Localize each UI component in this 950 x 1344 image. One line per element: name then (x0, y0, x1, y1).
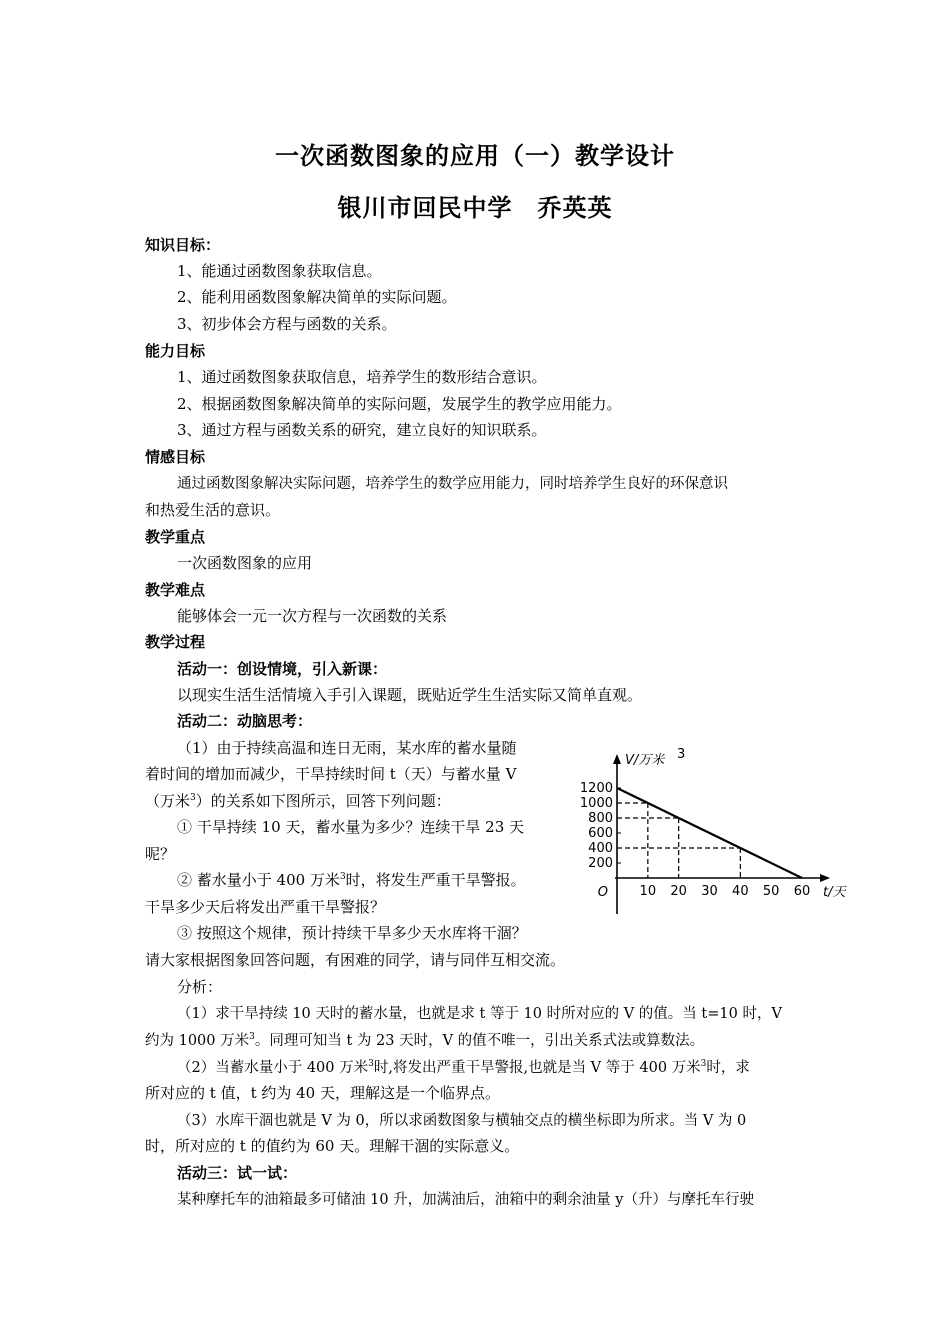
x-axis-label: t/天 (823, 885, 846, 900)
analysis-line: （1）求干旱持续 10 天时的蓄水量，也就是求 t 等于 10 时所对应的 V 的值。当 t=10 时，V (177, 1006, 782, 1022)
y-tick-label: 1200 (579, 781, 613, 796)
y-tick-label: 200 (588, 856, 613, 871)
y-axis-label-superscript: 3 (677, 748, 686, 762)
emotion-heading: 情感目标 (145, 448, 206, 466)
question-text-line: 着时间的增加而减少，干旱持续时间 t（天）与蓄水量 V (145, 765, 517, 783)
analysis-line: 所对应的 t 值，t 约为 40 天，理解这是一个临界点。 (145, 1084, 500, 1102)
activity-three-title: 活动三：试一试： (177, 1164, 298, 1182)
emotion-text-line: 通过函数图象解决实际问题，培养学生的数学应用能力，同时培养学生良好的环保意识 (177, 476, 728, 492)
document-author: 银川市回民中学 乔英英 (337, 194, 613, 222)
x-tick-label: 40 (732, 884, 749, 899)
origin-label: O (597, 885, 608, 900)
emotion-text-line: 和热爱生活的意识。 (145, 501, 281, 519)
knowledge-item: 3、初步体会方程与函数的关系。 (177, 315, 397, 333)
y-tick-label: 400 (588, 841, 613, 856)
key-point-heading: 教学重点 (145, 528, 206, 546)
ability-heading: 能力目标 (145, 342, 206, 360)
y-tick-label: 600 (588, 826, 613, 841)
ability-item: 2、根据函数图象解决简单的实际问题，发展学生的教学应用能力。 (177, 395, 622, 413)
knowledge-item: 1、能通过函数图象获取信息。 (177, 262, 382, 280)
knowledge-heading: 知识目标： (145, 236, 221, 254)
question-c-line: 请大家根据图象回答问题，有困难的同学，请与同伴互相交流。 (145, 951, 566, 969)
question-text-line: （1）由于持续高温和连日无雨，某水库的蓄水量随 (177, 739, 517, 757)
ability-item: 1、通过函数图象获取信息，培养学生的数形结合意识。 (177, 368, 547, 386)
x-axis-arrow (820, 874, 830, 882)
difficulty-text: 能够体会一元一次方程与一次函数的关系 (177, 607, 448, 625)
ability-item: 3、通过方程与函数关系的研究，建立良好的知识联系。 (177, 421, 547, 439)
knowledge-item: 2、能利用函数图象解决简单的实际问题。 (177, 288, 457, 306)
activity-two-title: 活动二：动脑思考： (177, 712, 313, 730)
question-c-line: ③ 按照这个规律，预计持续干旱多少天水库将干涸？ (177, 924, 527, 942)
x-tick-label: 50 (762, 884, 780, 899)
water-volume-graph (570, 748, 860, 923)
y-tick-label: 800 (588, 811, 613, 826)
x-tick-label: 10 (639, 884, 657, 899)
analysis-line: （2）当蓄水量小于 400 万米$^3$时,将发出严重干旱警报,也就是当 V 等于 400 万米$^3$时，求 (177, 1059, 750, 1076)
activity-one-text: 以现实生活生活情境入手引入课题，既贴近学生生活实际又简单直观。 (177, 686, 643, 704)
question-b-line: 干旱多少天后将发出严重干旱警报？ (145, 898, 386, 916)
question-b-line: ② 蓄水量小于 400 万米$^3$时，将发生严重干旱警报。 (177, 871, 526, 889)
activity-three-text: 某种摩托车的油箱最多可储油 10 升，加满油后，油箱中的剩余油量 y（升）与摩托车行驶 (177, 1192, 754, 1208)
y-axis-label: V/万米 (625, 753, 665, 768)
analysis-label: 分析： (177, 978, 223, 996)
x-tick-label: 60 (793, 884, 811, 899)
y-tick-label: 1000 (579, 796, 613, 811)
analysis-line: 约为 1000 万米$^3$。同理可知当 t 为 23 天时，V 的值不唯一，引出关系式法或算数法。 (145, 1032, 705, 1049)
document-title: 一次函数图象的应用（一）教学设计 (275, 142, 675, 170)
analysis-line: （3）水库干涸也就是 V 为 0，所以求函数图象与横轴交点的横坐标即为所求。当 V 为 0 (177, 1113, 747, 1129)
difficulty-heading: 教学难点 (145, 581, 206, 599)
key-point-text: 一次函数图象的应用 (177, 554, 313, 572)
question-a-line: ① 干旱持续 10 天，蓄水量为多少？连续干旱 23 天 (177, 818, 525, 836)
y-axis-arrow (613, 754, 621, 764)
activity-one-title: 活动一：创设情境，引入新课： (177, 660, 388, 678)
x-tick-label: 30 (701, 884, 718, 899)
question-text-line: （万米$^3$）的关系如下图所示，回答下列问题： (145, 792, 451, 810)
x-tick-label: 20 (670, 884, 687, 899)
analysis-line: 时，所对应的 t 的值约为 60 天。理解干涸的实际意义。 (145, 1137, 520, 1155)
volume-line (617, 788, 802, 878)
process-heading: 教学过程 (145, 633, 206, 651)
question-a-line: 呢？ (145, 845, 176, 863)
